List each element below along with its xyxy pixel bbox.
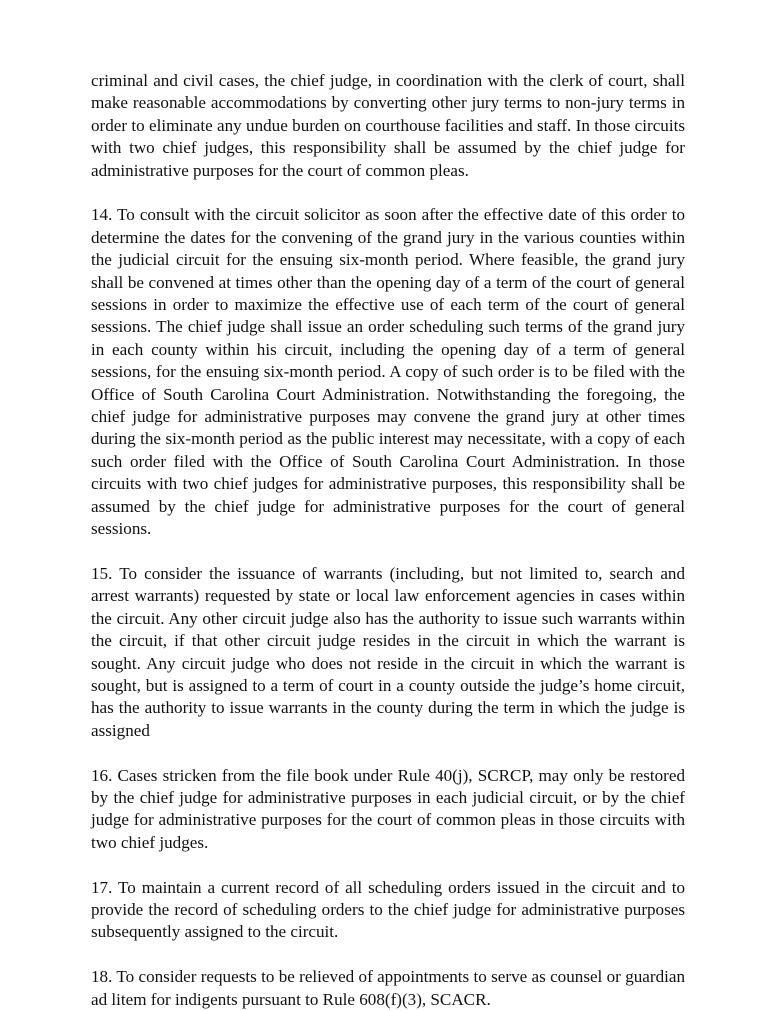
paragraph-15-warrants: 15. To consider the issuance of warrants (including, but not limited to, search and arrest warrants) requested by state or local law enforcement agencies in cases within the circuit. Any other circuit judge also has the authority to issue such warrants within the circuit, if that other circuit judge resides in the circuit in which the warrant is sought. Any circuit judge who does not reside in the circuit in which the warrant is sought, but is assigned to a term of court in a county outside the judge’s home circuit, has the authority to issue warrants in the county during the term in which the judge is assigned	[91, 563, 685, 740]
paragraph-continuation-jury-terms: criminal and civil cases, the chief judge, in coordination with the clerk of court, shall make reasonable accommodations by converting other jury terms to non-jury terms in order to eliminate any undue burden on courthouse facilities and staff. In those circuits with two chief judges, this responsibility shall be assumed by the chief judge for administrative purposes for the court of common pleas.	[91, 71, 685, 180]
paragraph-14-grand-jury: 14. To consult with the circuit solicitor as soon after the effective date of this order to determine the dates for the convening of the grand jury in the various counties within the judicial circuit for the ensuing six-month period. Where feasible, the grand jury shall be convened at times other than the opening day of a term of the court of general sessions in order to maximize the effective use of each term of the court of general sessions. The chief judge shall issue an order scheduling such terms of the grand jury in each county within his circuit, including the opening day of a term of general sessions, for the ensuing six-month period. A copy of such order is to be filed with the Office of South Carolina Court Administration. Notwithstanding the foregoing, the chief judge for administrative purposes may convene the grand jury at other times during the six-month period as the public interest may necessitate, with a copy of each such order filed with the Office of South Carolina Court Administration. In those circuits with two chief judges for administrative purposes, this responsibility shall be assumed by the chief judge for administrative purposes for the court of general sessions.	[91, 205, 685, 539]
paragraph-16-stricken-cases: 16. Cases stricken from the file book under Rule 40(j), SCRCP, may only be restored by the chief judge for administrative purposes in each judicial circuit, or by the chief judge for administrative purposes for the court of common pleas in those circuits with two chief judges.	[91, 765, 685, 852]
paragraph-17-scheduling-orders: 17. To maintain a current record of all scheduling orders issued in the circuit and to provide the record of scheduling orders to the chief judge for administrative purposes subsequently assigned to the circuit.	[91, 877, 685, 942]
document-page	[91, 70, 685, 1011]
paragraph-18-appointments: 18. To consider requests to be relieved of appointments to serve as counsel or guardian ad litem for indigents pursuant to Rule 608(f)(3), SCACR.	[91, 967, 685, 1009]
